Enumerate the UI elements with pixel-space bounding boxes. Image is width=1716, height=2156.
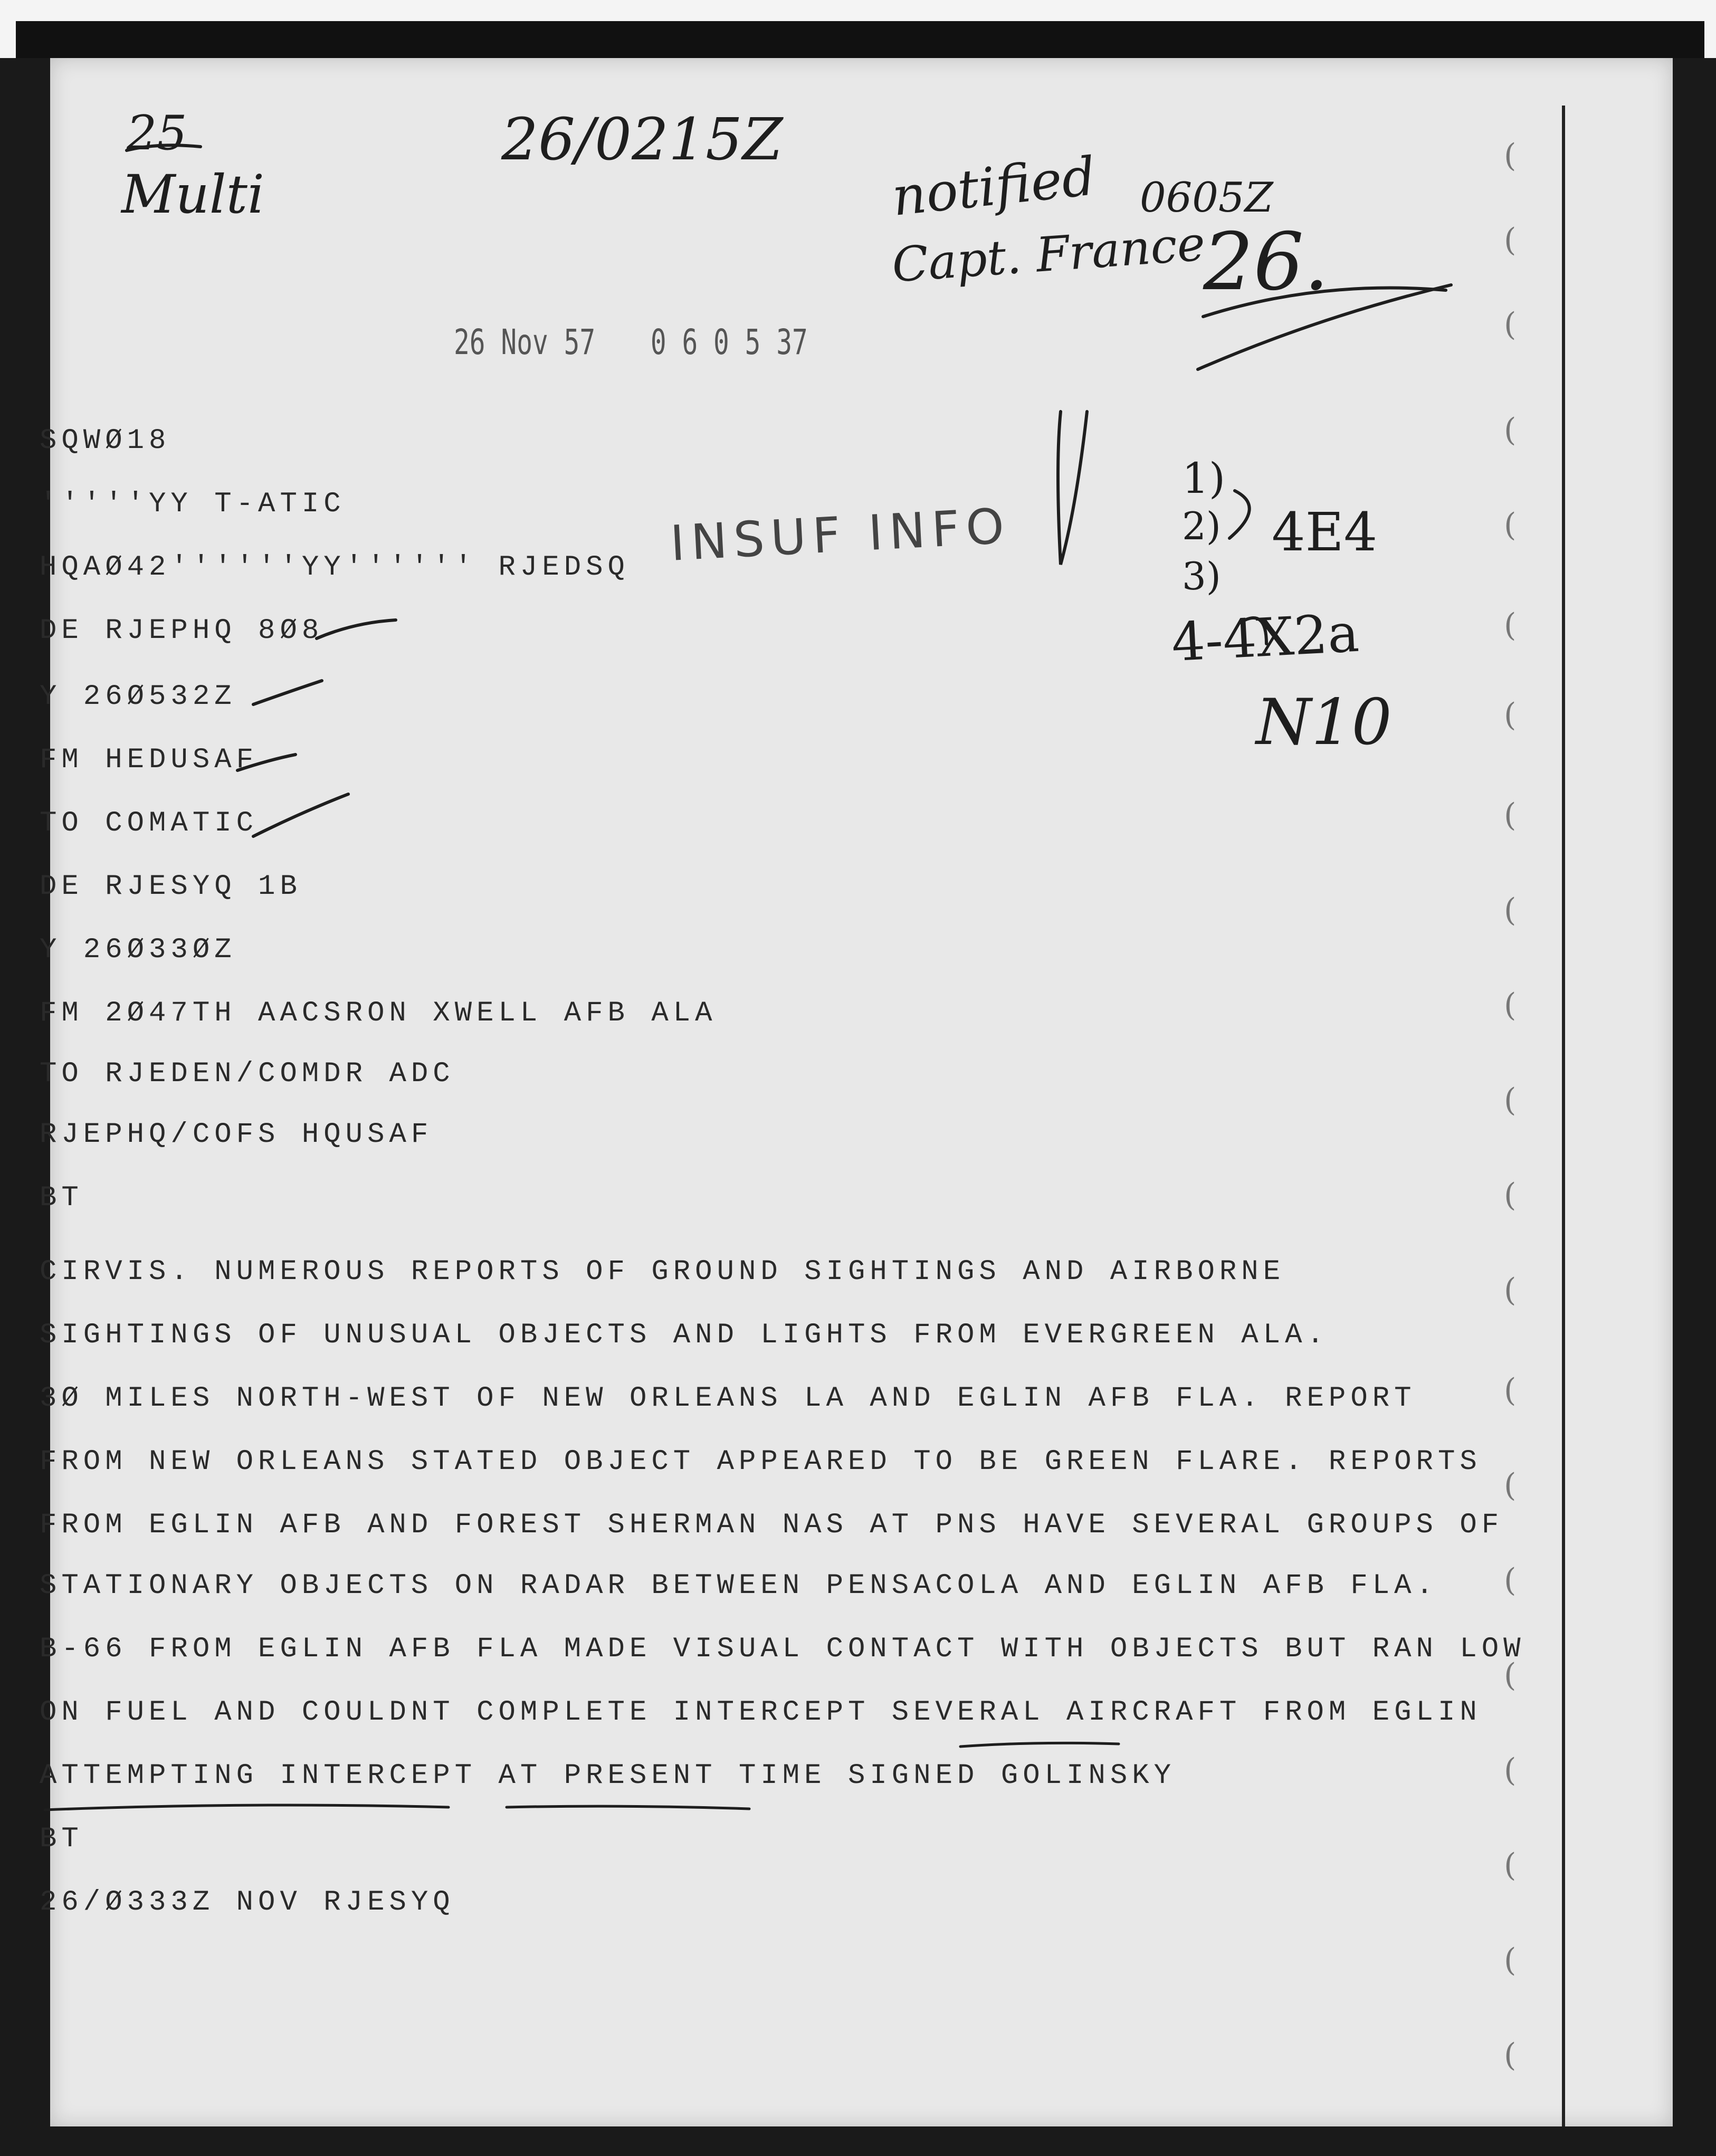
teletype-line: RJEPHQ/COFS HQUSAF: [40, 1119, 433, 1151]
handwritten-dtg: 26/0215Z: [501, 106, 783, 173]
teletype-line: TO COMATIC: [40, 807, 259, 839]
teletype-line: B-66 FROM EGLIN AFB FLA MADE VISUAL CONTACT WITH OBJECTS BUT RAN LOW: [40, 1633, 1526, 1665]
teletype-line: 3Ø MILES NORTH-WEST OF NEW ORLEANS LA AND EGLIN AFB FLA. REPORT: [40, 1382, 1416, 1415]
teletype-line: TO RJEDEN/COMDR ADC: [40, 1058, 455, 1090]
teletype-line: SIGHTINGS OF UNUSUAL OBJECTS AND LIGHTS FROM EVERGREEN ALA.: [40, 1319, 1329, 1351]
stamp-date: 26 Nov 57: [454, 322, 596, 362]
handwritten-notified-person: Capt. France: [890, 216, 1207, 293]
handwritten-number: 25: [127, 106, 187, 161]
teletype-line: 26/Ø333Z NOV RJESYQ: [40, 1886, 455, 1919]
teletype-line: CIRVIS. NUMEROUS REPORTS OF GROUND SIGHTINGS AND AIRBORNE: [40, 1256, 1285, 1288]
teletype-line: ON FUEL AND COULDNT COMPLETE INTERCEPT SEVERAL AIRCRAFT FROM EGLIN: [40, 1696, 1482, 1729]
teletype-line: BT: [40, 1823, 83, 1855]
handwritten-notified: notified: [889, 145, 1099, 228]
stamp-time: 0 6 0 5 37: [650, 322, 808, 362]
handwritten-insuf-info: INSUF INFO: [669, 498, 1012, 572]
handwritten-day-ref: 26.: [1203, 216, 1329, 308]
teletype-line: DE RJESYQ 1B: [40, 871, 302, 903]
teletype-line: '''''YY T-ATIC: [40, 488, 346, 520]
teletype-line: BT: [40, 1182, 83, 1214]
teletype-line: HQAØ42''''''YY'''''' RJEDSQ: [40, 551, 630, 584]
handwritten-bottom-code: N10: [1256, 686, 1392, 759]
teletype-line: STATIONARY OBJECTS ON RADAR BETWEEN PENSACOLA AND EGLIN AFB FLA.: [40, 1570, 1438, 1602]
teletype-line: SQWØ18: [40, 425, 171, 457]
teletype-line: Y 26Ø532Z: [40, 681, 236, 713]
teletype-line: DE RJEPHQ 8Ø8: [40, 615, 324, 647]
teletype-line: FM HEDUSAF: [40, 744, 259, 776]
teletype-line: ATTEMPTING INTERCEPT AT PRESENT TIME SIGNED GOLINSKY: [40, 1760, 1176, 1792]
handwritten-list-1: 1): [1182, 454, 1226, 503]
teletype-line: FROM EGLIN AFB AND FOREST SHERMAN NAS AT PNS HAVE SEVERAL GROUPS OF: [40, 1509, 1504, 1541]
handwritten-multi: Multi: [121, 164, 264, 225]
teletype-line: Y 26Ø33ØZ: [40, 934, 236, 966]
handwritten-list-4e4: 4E4: [1272, 501, 1378, 563]
handwritten-list-3: 3): [1182, 554, 1221, 598]
teletype-line: FM 2Ø47TH AACSRON XWELL AFB ALA: [40, 997, 717, 1029]
handwritten-list-2: 2): [1182, 504, 1221, 548]
handwritten-list-4: 4-4X2a: [1170, 602, 1361, 674]
teletype-line: FROM NEW ORLEANS STATED OBJECT APPEARED TO BE GREEN FLARE. REPORTS: [40, 1446, 1482, 1478]
handwritten-notified-time: 0605Z: [1140, 174, 1273, 222]
